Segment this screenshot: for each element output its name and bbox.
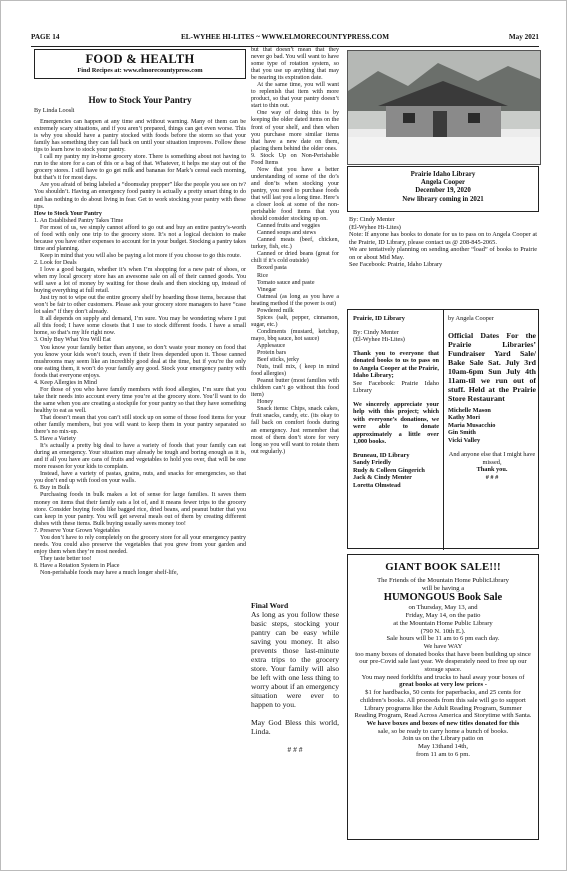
article-paragraph: They taste better too! (40, 555, 92, 562)
article-step-heading: 5. Have a Variety (34, 436, 76, 443)
prairie-library-caption (347, 166, 539, 212)
book-sale-line: You may need forklifts and trucks to haul away your boxes of (361, 673, 525, 681)
article-paragraph: Canned meats (beef, chicken, turkey, fish, etc.) (251, 237, 339, 251)
book-sale-new-titles: We have boxes and boxes of new titles donated for this (366, 719, 520, 727)
caption-line-3: December 19, 2020 (415, 187, 471, 195)
library-appreciation: We sincerely appreciate your help with this project; which with everyone’s donations, we were able to donate approximately a little over 1,000 books. (353, 400, 439, 445)
final-heading: Final Word (251, 601, 289, 610)
caption-line-4: New library coming in 2021 (402, 195, 484, 203)
article-step-heading: 4. Keep Allergies in Mind (34, 379, 97, 386)
library-thanks-heading: Prairie, ID Library (353, 315, 405, 322)
article-step-heading: 2. Look for Deals (34, 259, 77, 266)
article-step-heading: 9. Stock Up on Non-Perishable Food Items (251, 152, 339, 166)
article-paragraph: Tomato sauce and paste (257, 279, 315, 286)
article-byline: By Linda Loosli (34, 107, 75, 114)
article-column-2 (251, 47, 339, 605)
article-paragraph: Instead, have a variety of pastas, grains, nuts, and snacks for emergencies, so that you don’t end up with food on your walls. (34, 471, 246, 485)
article-paragraph: That doesn’t mean that you can’t still stock up on some of those food items for your other family members, but you will want to keep them in your pantry separated so there’s no mix-up. (34, 414, 246, 436)
article-paragraph: Canned fruits and veggies (257, 223, 320, 230)
book-sale-line: from 11 am to 6 pm. (416, 750, 470, 758)
final-text: As long as you follow these basic steps, stocking your pantry can be easy while saving you money. It also prevents those last-minute extra trips to the grocery store. Your family will also be left with one less thing to worry about if an emergency situation were ever to happen to you. (251, 610, 339, 709)
article-paragraph: Emergencies can happen at any time and without warning. Many of them can be extremely scary situations, and if you aren’t prepared, things can get even worse. This is why you should have a pantry stocked with foods before the storm so that your family has something they can fall back on until your situation improves. Follow these tips to learn how to stock your pantry. (34, 119, 246, 154)
signoff: May God Bless this world, Linda. (251, 718, 339, 736)
article-paragraph: For those of you who have family members with food allergies, I’m sure that you take their needs into account every time you’re at the grocery store. You’ll want to do the same when you are creating a stockpile for your pantry so that they have something healthy to eat as well. (34, 386, 246, 414)
yard-sale-closing: And anyone else that I might have missed, (448, 451, 536, 466)
masthead: EL-WYHEE HI-LITES ~ WWW.ELMORECOUNTYPRESS.COM (181, 33, 390, 41)
volunteer-name: Gin Smith (448, 429, 476, 436)
section-banner (34, 49, 246, 79)
book-sale-line: The Friends of the Mountain Home PublicLibrary (377, 577, 509, 584)
library-thanks (353, 315, 439, 547)
volunteer-name: Maria Musacchio (448, 421, 496, 429)
article-paragraph: Vinegar (257, 286, 277, 293)
book-sale-line: Join us on the Library patio on (402, 735, 484, 743)
article-paragraph: Non-perishable foods may have a much longer shelf-life, (40, 570, 179, 576)
book-sale-title: GIANT BOOK SALE!!! (385, 561, 501, 573)
article-step-heading: 3. Only Buy What You Will Eat (34, 337, 111, 344)
caption-line-2: Angela Cooper (420, 179, 466, 187)
donor-name: Rudy & Colleen Gingerich (353, 466, 425, 474)
donor-name: Jack & Cindy Menter (353, 474, 412, 481)
article-paragraph: Just try not to wipe out the entire grocery shelf by hoarding those items, because that won’t be fair to other customers. Please ask your grocery store managers to have “case lot sales” if they don’t already. (34, 295, 246, 316)
article-paragraph: Spices (salt, pepper, cinnamon, sugar, etc.) (251, 314, 339, 328)
article-paragraph: Oatmeal (as long as you have a heating method if the power is out) (251, 293, 339, 307)
yard-sale-end-mark: # # # (485, 473, 499, 481)
article-final-word (251, 601, 339, 831)
article-column-1 (34, 119, 246, 839)
yard-sale-notice (448, 315, 536, 547)
article-paragraph: Honey (257, 399, 274, 406)
article-paragraph: For most of us, we simply cannot afford to go out and buy an entire pantry’s-worth of food with only one trip to the grocery store. It’s not a logical decision to make because you have other expenses to account for in your budget. Stocking a pantry takes time and planning. (34, 224, 246, 252)
book-sale-line: sale, so be ready to carry home a bunch of books. (377, 727, 509, 735)
book-sale-line: (790 N. 10th E.). (420, 627, 466, 635)
section-subtitle: Find Recipes at: www.elmorecountypress.com (77, 67, 203, 74)
donor-name: Sandy Friedly (353, 459, 391, 466)
library-thanks-box (347, 309, 539, 549)
book-sale-line: will be having a (421, 584, 465, 592)
article-subheading: How to Stock Your Pantry (34, 210, 102, 217)
article-paragraph: One way of doing this is by keeping the older dated items on the front of your shelf, and then when you purchase more similar items that have a new date on them, placing them behind the older ones. (251, 110, 339, 152)
caption-line-1: Prairie Idaho Library (410, 171, 476, 178)
article-paragraph: You don’t have to rely completely on the grocery store for all your emergency pantry needs. You could also preserve the vegetables that you grew from your garden and enjoy them when they’re most needed. (34, 534, 246, 555)
volunteer-name: Michelle Mason (448, 406, 491, 414)
issue-date: May 2021 (508, 33, 539, 41)
article-paragraph: Keep in mind that you will also be paying a lot more if you choose to go this route. (40, 252, 242, 259)
article-paragraph: Snack items: Chips, snack cakes, fruit snacks, candy, etc. (its okay to fall back on comfort foods during an emergency. Just remember that most of them don’t store for very long so you will want to rotate them out regularly.) (251, 406, 339, 455)
article-paragraph: Protein bars (257, 350, 287, 357)
article-step-heading: 8. Have a Rotation System in Place (34, 562, 120, 569)
article-paragraph: Are you afraid of being labeled a “doomsday prepper” like the people you see on tv? You shouldn’t. Having an emergency food pantry is actually a pretty smart thing to do and has nothing to do about living in fear. Get to work stocking your pantry with these tips. (34, 182, 246, 210)
article-paragraph: I love a good bargain, whether it’s when I’m shopping for a new pair of shoes, or when my local grocery store has an awesome sale on all of their canned goods. You will save a lot of money by waiting for those deals and then stocking up, instead of buying everything at full retail. (34, 266, 246, 295)
article-step-heading: 7. Preserve Your Grown Vegetables (34, 527, 120, 534)
library-thanks-facebook: See Facebook: Prairie Idaho Library (353, 379, 439, 394)
note-byline: By: Cindy Menter (349, 216, 395, 223)
yard-sale-byline: by Angela Cooper (448, 315, 494, 322)
book-sale-line: Friday, May 14, on the patio (405, 612, 481, 620)
volunteer-name: Vicki Valley (448, 436, 481, 444)
article-paragraph: I call my pantry my in-home grocery store. There is something about not having to run to the store for a can of this or a bag of that. Whatever, it helps me stay out of the grocery stores. I still have to go get milk and bananas for Mark’s cereal each morning, but that’s it for most days. (34, 154, 246, 182)
yard-sale-details: Official Dates For the Prairie Libraries’ Fundraiser Yard Sale/ Bake Sale Sat. July 3rd 10am-6pm Sun July 4th 11am-til we run out of stuff. Held at the Prairie Store Restaurant (448, 330, 536, 403)
book-sale-line: too many boxes of donated books that have been building up since our pre-Covid sale last year. We desperately need to free up our storage space. (355, 650, 531, 674)
volunteer-name: Kathy Mori (448, 414, 481, 421)
book-sale-body (354, 577, 532, 758)
note-text-2: We are tentatively planning on sending another “load” of books to Prairie on or about Mid May. (349, 246, 537, 261)
library-thanks-text: Thank you to everyone that donated books to us to pass on to Angela Cooper at the Prairie, Idaho Library; (353, 349, 439, 379)
article-paragraph: Nuts, trail mix, ( keep in mind food allergies) (251, 364, 339, 378)
book-sale-line: at the Mountain Home Public Library (393, 619, 493, 627)
library-thanks-byline: By: Cindy Menter (353, 328, 399, 336)
book-sale-ad (347, 554, 539, 840)
page-number: PAGE 14 (31, 33, 60, 41)
library-thanks-source: (El-Wyhee Hi-Lites) (353, 336, 405, 343)
house-photo (347, 50, 541, 165)
donation-note (349, 214, 537, 304)
donor-name: Bruneau, ID Library (353, 451, 410, 459)
article-title: How to Stock Your Pantry (88, 95, 192, 105)
donor-name: Loretta Olmstead (353, 481, 401, 489)
article-paragraph: Beef sticks, jerky (257, 357, 300, 364)
article-step-heading: 6. Buy in Bulk (34, 485, 70, 492)
book-sale-line: We have WAY (423, 642, 463, 650)
book-sale-headline: HUMONGOUS Book Sale (383, 592, 503, 604)
article-paragraph: It all depends on supply and demand, I’m sure. You may be wondering where I put all this food; I have some closets that I use to stock different foods. I have a small home, so that’s my life right now. (34, 316, 246, 337)
book-sale-line: on Thursday, May 13, and (408, 604, 478, 612)
book-sale-line: May 13thand 14th, (418, 743, 468, 751)
house-photo-icon (348, 51, 540, 164)
yard-sale-thanks: Thank you. (476, 466, 508, 473)
article-paragraph: You know your family better than anyone, so don’t waste your money on food that you know your kids won’t touch, even if their lives depended upon it. Those canned mushrooms may seem like an incredibly good deal at the time, but if you’re the only one eating them, it won’t do your family any good. Stock your emergency pantry with foods that everyone enjoys. (34, 344, 246, 379)
article-paragraph: Powdered milk (257, 307, 294, 314)
article-step-heading: 1. An Established Pantry Takes Time (34, 217, 124, 224)
article-paragraph: Canned or dried beans (great for chili if it’s cold outside) (251, 251, 339, 265)
article-paragraph: Canned soups and stews (257, 230, 316, 237)
article-paragraph: At the same time, you will want to replenish that item with more product, so that your pantry doesn’t start to thin out. (251, 82, 339, 110)
book-sale-line: $1 for hardbacks, 50 cents for paperbacks, and 25 cents for children’s books. All proceeds from this sale will go to support Library programs like the Adult Reading Program, Summer Reading Program, Read Across America and Storytime with Santa. (354, 689, 532, 720)
book-sale-prices-heading: great books at very low prices - (399, 681, 487, 689)
book-sale-line: Sale hours will be 11 am to 6 pm each day. (386, 635, 500, 643)
article-paragraph: but that doesn’t mean that they never go bad. You will want to have some type of rotation system, so that you use up anything that may be nearing its expiration date. (251, 47, 339, 82)
note-text-1: Note: If anyone has books to donate for us to pass on to Angela Cooper at the Prairie, ID Library, please contact us @ 208-845-2065. (349, 231, 537, 246)
article-paragraph: Rice (257, 272, 269, 279)
column-divider (443, 310, 444, 550)
note-text-3: See Facebook: Prairie, Idaho Library (349, 261, 443, 268)
article-paragraph: Peanut butter (most families with children can’t go without this food item) (251, 378, 339, 399)
article-paragraph: Purchasing foods in bulk makes a lot of sense for large families. It saves them money on items that their family eats a lot of, and it means fewer trips to the grocery store. Consider buying foods like bagged rice, dried beans, and peanut butter that you can keep in your pantry. You will get several meals out of them by creating different dishes with these items. Bulk buying usually saves money too! (34, 492, 246, 527)
article-paragraph: It’s actually a pretty big deal to have a variety of foods that your family can eat during an emergency. Your situation may already be tough and boring enough as it is, and if all you have are cans of fruits and vegetables to hold you over, that will be one more reason for your kids to complain. (34, 443, 246, 471)
section-title: FOOD & HEALTH (85, 52, 195, 66)
article-end-mark: # # # (287, 745, 303, 754)
article-paragraph: Now that you have a better understanding of some of the do’s and don’ts when stocking your pantry, you need to purchase foods that will last you a long time. Here’s a closer look at some of the non-perishable food items that you should consider stocking up on. (251, 166, 339, 223)
article-paragraph: Boxed pasta (257, 265, 287, 272)
note-source: (El-Wyhee Hi-Lites) (349, 223, 401, 231)
page-header (31, 32, 539, 47)
article-paragraph: Applesauce (257, 342, 286, 349)
article-paragraph: Condiments (mustard, ketchup, mayo, bbq sauce, hot sauce) (251, 328, 339, 342)
